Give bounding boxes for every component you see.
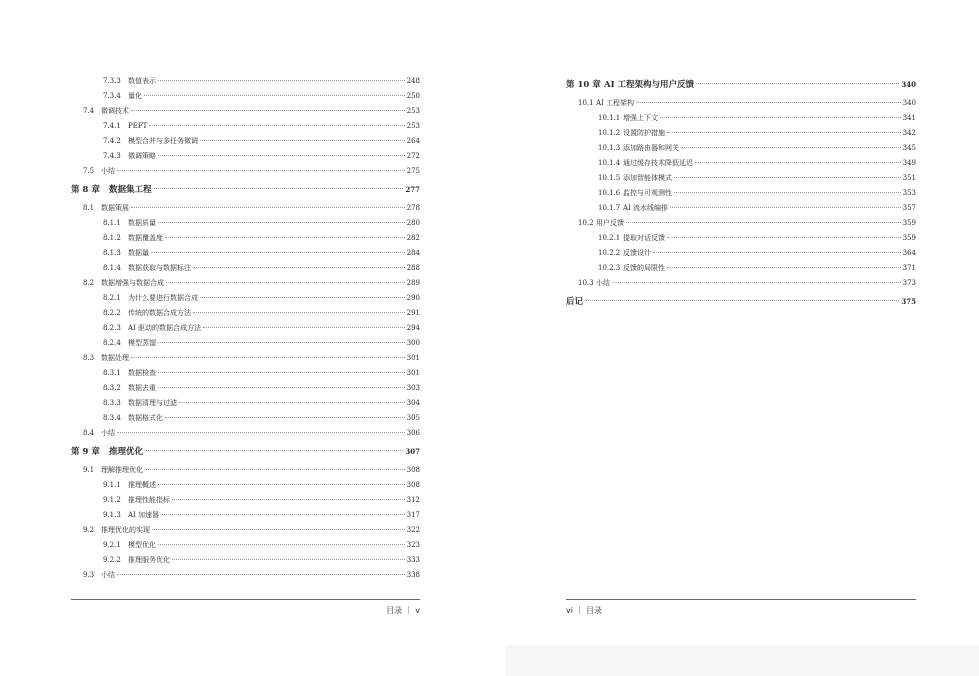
dot-leader	[172, 559, 405, 560]
toc-entry-title: AI 工程架构	[596, 99, 635, 107]
toc-entry-title: 设置防护措施	[623, 129, 665, 137]
dot-leader	[696, 83, 899, 84]
toc-entry-number: 10.2.1	[598, 234, 621, 242]
toc-entry-title: 小结	[101, 429, 115, 437]
toc-entry-page-number: 323	[406, 541, 420, 549]
toc-entry-title: 数据去重	[128, 384, 156, 392]
toc-entry-page-number: 371	[902, 264, 916, 272]
dot-leader	[158, 372, 405, 373]
toc-subsection-entry[interactable]	[71, 149, 420, 164]
toc-entry-number: 9.1.2	[103, 496, 121, 504]
dot-leader	[145, 450, 403, 451]
toc-entry-number: 第 8 章	[71, 185, 100, 195]
toc-entry-title: 添加智能体模式	[623, 174, 672, 182]
toc-entry-title: 反馈设计	[623, 249, 651, 257]
toc-entry-title: 数据格式化	[128, 414, 163, 422]
toc-entry-number: 8.2.1	[103, 294, 121, 302]
toc-entry-title: 数据检查	[128, 369, 156, 377]
dot-leader	[200, 297, 405, 298]
toc-entry-number: 8.3.2	[103, 384, 121, 392]
toc-entry-page-number: 308	[406, 481, 420, 489]
footer-text: 目录 ｜ v	[386, 606, 420, 615]
footer-text: vi ｜ 目录	[566, 606, 603, 615]
toc-section-entry[interactable]	[71, 568, 420, 583]
toc-entry-page-number: 253	[406, 107, 420, 115]
dot-leader	[117, 432, 405, 433]
toc-chapter-entry[interactable]	[566, 291, 916, 313]
page-footer-right	[566, 599, 916, 615]
toc-entry-number: 10.3	[578, 279, 594, 287]
toc-entry-page-number: 375	[901, 297, 916, 306]
dot-leader	[158, 342, 405, 343]
toc-entry-title: 量化	[128, 92, 142, 100]
toc-entry-page-number: 373	[902, 279, 916, 287]
toc-entry-page-number: 300	[406, 339, 420, 347]
toc-entry-page-number: 307	[405, 447, 420, 456]
toc-section-entry[interactable]	[566, 216, 916, 231]
dot-leader	[626, 222, 901, 223]
dot-leader	[158, 80, 405, 81]
dot-leader	[131, 207, 405, 208]
toc-entry-title: 数据增强与数据合成	[101, 279, 164, 287]
toc-entry-number: 8.1.2	[103, 234, 121, 242]
toc-subsection-entry[interactable]	[71, 306, 420, 321]
toc-entry-title: 传统的数据合成方法	[128, 309, 191, 317]
toc-subsection-entry[interactable]	[71, 478, 420, 493]
toc-entry-title: AI 工程架构与用户反馈	[604, 80, 695, 90]
toc-entry-page-number: 342	[902, 129, 916, 137]
toc-chapter-entry[interactable]	[71, 441, 420, 463]
toc-entry-number: 9.3	[83, 571, 95, 579]
toc-entry-number: 8.2.2	[103, 309, 121, 317]
toc-subsection-entry[interactable]	[71, 246, 420, 261]
dot-leader	[179, 402, 405, 403]
toc-entry-page-number: 291	[406, 309, 420, 317]
dot-leader	[165, 417, 405, 418]
toc-subsection-entry[interactable]	[566, 156, 916, 171]
dot-leader	[681, 147, 901, 148]
toc-entry-title: AI 加速器	[128, 511, 160, 519]
toc-entry-page-number: 340	[902, 99, 916, 107]
toc-entry-number: 7.4.3	[103, 152, 121, 160]
toc-entry-number: 10.1.6	[598, 189, 621, 197]
toc-subsection-entry[interactable]	[71, 396, 420, 411]
toc-entry-page-number: 248	[406, 77, 420, 85]
toc-entry-page-number: 340	[901, 80, 916, 89]
toc-subsection-entry[interactable]	[71, 336, 420, 351]
toc-entry-number: 10.1.7	[598, 204, 621, 212]
toc-entry-number: 7.4.2	[103, 137, 121, 145]
toc-entry-title: 模型蒸馏	[128, 339, 156, 347]
toc-entry-page-number: 305	[406, 414, 420, 422]
toc-entry-number: 10.1.4	[598, 159, 621, 167]
toc-entry-page-number: 301	[406, 369, 420, 377]
toc-subsection-entry[interactable]	[71, 508, 420, 523]
toc-subsection-entry[interactable]	[71, 411, 420, 426]
toc-entry-title: 数据集工程	[109, 185, 152, 195]
dot-leader	[151, 252, 405, 253]
toc-entry-title: 小结	[101, 571, 115, 579]
toc-entry-number: 10.1	[578, 99, 594, 107]
toc-entry-page-number: 308	[406, 466, 420, 474]
toc-entry-title: 小结	[596, 279, 610, 287]
toc-entry-page-number: 288	[406, 264, 420, 272]
dot-leader	[193, 312, 405, 313]
dot-leader	[158, 387, 405, 388]
dot-leader	[145, 469, 405, 470]
toc-chapter-entry[interactable]	[71, 179, 420, 201]
toc-subsection-entry[interactable]	[566, 126, 916, 141]
dot-leader	[165, 237, 405, 238]
toc-page-right	[505, 0, 979, 676]
toc-subsection-entry[interactable]	[71, 381, 420, 396]
dot-leader	[200, 140, 405, 141]
toc-entry-number: 9.1.3	[103, 511, 121, 519]
toc-entry-title: 数据获取与数据标注	[128, 264, 191, 272]
toc-entry-page-number: 304	[406, 399, 420, 407]
toc-entry-number: 7.3.4	[103, 92, 121, 100]
toc-subsection-entry[interactable]	[71, 538, 420, 553]
dot-leader	[161, 514, 405, 515]
dot-leader	[117, 170, 405, 171]
toc-entry-page-number: 341	[902, 114, 916, 122]
dot-leader	[149, 125, 404, 126]
toc-section-entry[interactable]	[71, 426, 420, 441]
toc-subsection-entry[interactable]	[71, 89, 420, 104]
toc-entry-number: 9.1	[83, 466, 95, 474]
toc-entry-number: 9.1.1	[103, 481, 121, 489]
toc-entry-number: 8.2.4	[103, 339, 121, 347]
dot-leader	[612, 282, 901, 283]
toc-entry-page-number: 353	[902, 189, 916, 197]
toc-entry-page-number: 306	[406, 429, 420, 437]
toc-entry-page-number: 253	[406, 122, 420, 130]
toc-entry-title: 数值表示	[128, 77, 156, 85]
toc-entry-title: 模型优化	[128, 541, 156, 549]
toc-entry-page-number: 264	[406, 137, 420, 145]
toc-section-entry[interactable]	[566, 276, 916, 291]
toc-entry-number: 10.2.2	[598, 249, 621, 257]
toc-entry-page-number: 290	[406, 294, 420, 302]
toc-subsection-entry[interactable]	[71, 366, 420, 381]
dot-leader	[172, 499, 405, 500]
toc-entry-page-number: 282	[406, 234, 420, 242]
toc-section-entry[interactable]	[71, 523, 420, 538]
toc-entry-title: 数据覆盖度	[128, 234, 163, 242]
toc-entry-number: 第 9 章	[71, 447, 100, 457]
toc-entry-title: 推理性能指标	[128, 496, 170, 504]
toc-entry-title: PEFT	[128, 122, 148, 130]
toc-entry-title: 推理概述	[128, 481, 156, 489]
toc-entry-page-number: 359	[902, 234, 916, 242]
dot-leader	[636, 102, 901, 103]
toc-entry-page-number: 280	[406, 219, 420, 227]
page-footer-left	[71, 599, 420, 615]
toc-entry-page-number: 294	[406, 324, 420, 332]
toc-entry-number: 10.2	[578, 219, 594, 227]
toc-entry-number: 9.2	[83, 526, 95, 534]
toc-entry-title: AI 流水线编排	[623, 204, 669, 212]
toc-entry-number: 10.1.2	[598, 129, 621, 137]
toc-entry-number: 10.1.5	[598, 174, 621, 182]
toc-subsection-entry[interactable]	[566, 186, 916, 201]
toc-section-entry[interactable]	[71, 164, 420, 179]
toc-entry-page-number: 289	[406, 279, 420, 287]
toc-entry-number: 10.2.3	[598, 264, 621, 272]
toc-entry-page-number: 284	[406, 249, 420, 257]
toc-entry-number: 8.3.4	[103, 414, 121, 422]
toc-entry-title: 数据质量	[128, 219, 156, 227]
toc-section-entry[interactable]	[71, 104, 420, 119]
dot-leader	[158, 544, 405, 545]
toc-entry-title: AI 驱动的数据合成方法	[128, 324, 202, 332]
dot-leader	[152, 529, 405, 530]
toc-entry-title: 数据清理与过滤	[128, 399, 177, 407]
toc-entry-number: 7.5	[83, 167, 95, 175]
toc-entry-number: 7.4.1	[103, 122, 121, 130]
toc-entry-page-number: 272	[406, 152, 420, 160]
toc-entry-page-number: 338	[406, 571, 420, 579]
toc-entry-number: 8.1	[83, 204, 95, 212]
toc-entry-number: 9.2.1	[103, 541, 121, 549]
toc-entry-title: 数据策展	[101, 204, 129, 212]
toc-entry-title: 微调技术	[101, 107, 129, 115]
toc-entry-page-number: 277	[405, 185, 420, 194]
dot-leader	[667, 267, 901, 268]
toc-entry-number: 9.2.2	[103, 556, 121, 564]
toc-entry-number: 8.3.1	[103, 369, 121, 377]
toc-entry-number: 10.1.3	[598, 144, 621, 152]
toc-entry-page-number: 322	[406, 526, 420, 534]
toc-entry-page-number: 303	[406, 384, 420, 392]
toc-entry-title: 数据量	[128, 249, 149, 257]
toc-entry-page-number: 333	[406, 556, 420, 564]
toc-entry-page-number: 359	[902, 219, 916, 227]
toc-entry-title: 微调策略	[128, 152, 156, 160]
toc-entry-page-number: 275	[406, 167, 420, 175]
toc-entry-number: 8.1.4	[103, 264, 121, 272]
toc-subsection-entry[interactable]	[566, 231, 916, 246]
dot-leader	[660, 117, 901, 118]
toc-entry-page-number: 364	[902, 249, 916, 257]
dot-leader	[144, 95, 405, 96]
toc-entry-number: 8.2	[83, 279, 95, 287]
toc-section-entry[interactable]	[71, 276, 420, 291]
toc-list-left	[71, 74, 420, 583]
toc-subsection-entry[interactable]	[71, 231, 420, 246]
toc-entry-page-number: 317	[406, 511, 420, 519]
toc-subsection-entry[interactable]	[71, 553, 420, 568]
dot-leader	[653, 252, 901, 253]
toc-entry-title: 为什么要进行数据合成	[128, 294, 198, 302]
toc-subsection-entry[interactable]	[566, 261, 916, 276]
toc-subsection-entry[interactable]	[71, 261, 420, 276]
toc-entry-title: 监控与可观测性	[623, 189, 672, 197]
toc-entry-page-number: 312	[406, 496, 420, 504]
toc-entry-title: 模型合并与多任务微调	[128, 137, 198, 145]
dot-leader	[695, 162, 901, 163]
toc-entry-number: 8.1.1	[103, 219, 121, 227]
toc-entry-page-number: 250	[406, 92, 420, 100]
dot-leader	[667, 132, 901, 133]
toc-list-right	[566, 74, 916, 313]
toc-entry-title: 推理优化	[109, 447, 144, 457]
toc-entry-number: 10.1.1	[598, 114, 621, 122]
toc-entry-page-number: 345	[902, 144, 916, 152]
toc-entry-title: 数据处理	[101, 354, 129, 362]
toc-entry-page-number: 357	[902, 204, 916, 212]
toc-subsection-entry[interactable]	[71, 291, 420, 306]
dot-leader	[674, 192, 901, 193]
toc-section-entry[interactable]	[71, 351, 420, 366]
toc-subsection-entry[interactable]	[71, 134, 420, 149]
toc-subsection-entry[interactable]	[71, 216, 420, 231]
toc-section-entry[interactable]	[71, 201, 420, 216]
dot-leader	[158, 155, 405, 156]
toc-entry-page-number: 301	[406, 354, 420, 362]
toc-entry-number: 8.1.3	[103, 249, 121, 257]
toc-entry-number: 7.3.3	[103, 77, 121, 85]
toc-entry-number: 8.4	[83, 429, 95, 437]
toc-entry-title: 理解推理优化	[101, 466, 143, 474]
dot-leader	[131, 110, 405, 111]
toc-subsection-entry[interactable]	[566, 141, 916, 156]
toc-subsection-entry[interactable]	[71, 321, 420, 336]
toc-entry-title: 添加路由器和网关	[623, 144, 679, 152]
toc-subsection-entry[interactable]	[71, 119, 420, 134]
toc-subsection-entry[interactable]	[71, 493, 420, 508]
toc-chapter-entry[interactable]	[566, 74, 916, 96]
dot-leader	[154, 188, 404, 189]
dot-leader	[203, 327, 405, 328]
dot-leader	[166, 282, 405, 283]
toc-entry-number: 第 10 章	[566, 80, 601, 90]
toc-entry-page-number: 349	[902, 159, 916, 167]
toc-entry-page-number: 278	[406, 204, 420, 212]
toc-entry-title: 后记	[566, 297, 584, 307]
toc-entry-page-number: 351	[902, 174, 916, 182]
toc-section-entry[interactable]	[566, 96, 916, 111]
toc-entry-title: 反馈的局限性	[623, 264, 665, 272]
toc-subsection-entry[interactable]	[566, 201, 916, 216]
toc-entry-title: 增强上下文	[623, 114, 658, 122]
toc-entry-number: 7.4	[83, 107, 95, 115]
dot-leader	[117, 574, 405, 575]
toc-entry-title: 通过缓存技术降低延迟	[623, 159, 693, 167]
toc-entry-number: 8.3.3	[103, 399, 121, 407]
dot-leader	[193, 267, 405, 268]
toc-subsection-entry[interactable]	[566, 171, 916, 186]
toc-entry-number: 8.2.3	[103, 324, 121, 332]
toc-entry-title: 用户反馈	[596, 219, 624, 227]
dot-leader	[158, 222, 405, 223]
toc-entry-title: 提取对话反馈	[623, 234, 665, 242]
toc-subsection-entry[interactable]	[566, 246, 916, 261]
dot-leader	[667, 237, 901, 238]
dot-leader	[585, 300, 899, 301]
toc-entry-title: 推理服务优化	[128, 556, 170, 564]
dot-leader	[131, 357, 405, 358]
toc-subsection-entry[interactable]	[566, 111, 916, 126]
dot-leader	[670, 207, 901, 208]
toc-subsection-entry[interactable]	[71, 74, 420, 89]
toc-entry-number: 8.3	[83, 354, 95, 362]
dot-leader	[158, 484, 405, 485]
toc-entry-title: 推理优化的实现	[101, 526, 150, 534]
toc-section-entry[interactable]	[71, 463, 420, 478]
dot-leader	[674, 177, 901, 178]
toc-entry-title: 小结	[101, 167, 115, 175]
